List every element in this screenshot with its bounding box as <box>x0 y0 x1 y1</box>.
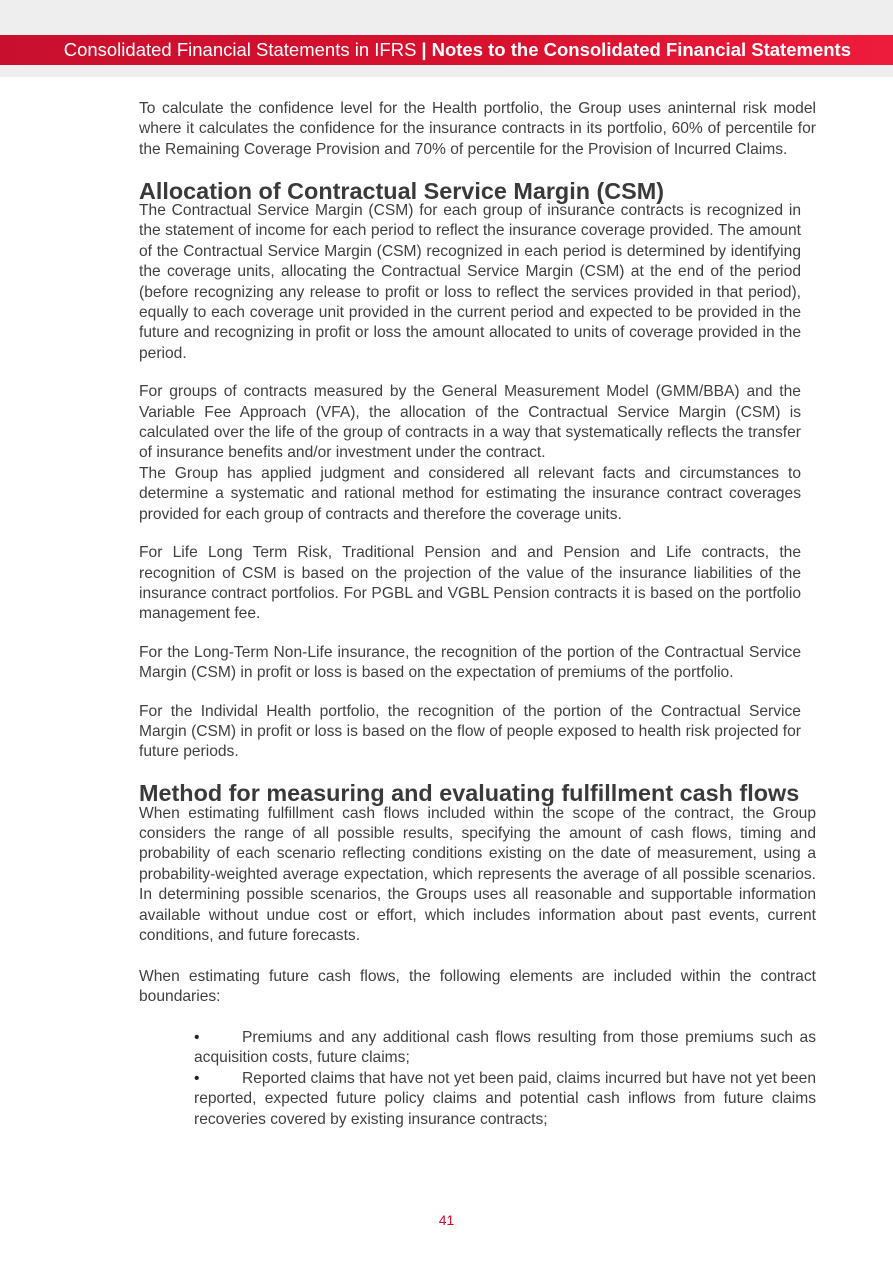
list-item <box>194 1028 816 1069</box>
csm-paragraph-1: The Contractual Service Margin (CSM) for each group of insurance contracts is recognized in the statement of income for each period to reflect the insurance coverage provided. The amount of the Contractual Service Margin (CSM) recognized in each period is determined by identifying the coverage units, allocating the Contractual Service Margin (CSM) at the end of the period (before recognizing any release to profit or loss to reflect the services provided in that period), equally to each coverage unit provided in the current period and expected to be provided in the future and recognizing in profit or loss the amount allocated to units of coverage provided in the period. <box>139 202 801 362</box>
method-paragraph-1: When estimating fulfillment cash flows included within the scope of the contract, the Group considers the range of all possible results, specifying the amount of cash flows, timing and probability of each scenario reflecting conditions existing on the date of measurement, using a probability-weighted average expectation, which represents the average of all possible scenarios. In determining possible scenarios, the Groups uses all reasonable and supportable information available without undue cost or effort, which includes information about past events, current conditions, and future forecasts. <box>139 804 816 944</box>
bullet-icon: • <box>194 1029 200 1046</box>
header-separator: | <box>421 39 427 60</box>
csm-paragraph-6: For the Individal Health portfolio, the recognition of the portion of the Contractual Service Margin (CSM) in profit or loss is based on the flow of people exposed to health risk projected for future periods. <box>139 702 801 761</box>
top-strip <box>0 0 893 35</box>
page-number: 41 <box>438 1212 455 1228</box>
spacer <box>139 1008 816 1028</box>
bullet-icon: • <box>194 1069 200 1087</box>
csm-paragraph-2: For groups of contracts measured by the General Measurement Model (GMM/BBA) and the Variable Fee Approach (VFA), the allocation of the Contractual Service Margin (CSM) is calculated over the life of the group of contracts in a way that systematically reflects the transfer of insurance benefits and/or investment under the contract. <box>139 383 801 462</box>
csm-heading: Allocation of Contractual Service Margin (CSM) <box>139 177 665 204</box>
spacer <box>139 625 816 643</box>
spacer <box>139 364 816 382</box>
csm-paragraph-4: For Life Long Term Risk, Traditional Pension and and Pension and Life contracts, the recognition of CSM is based on the projection of the value of the insurance liabilities of the insurance contract portfolios. For PGBL and VGBL Pension contracts it is based on the portfolio management fee. <box>139 544 801 623</box>
document-body <box>139 99 816 1130</box>
list-item <box>194 1069 816 1130</box>
list-item-text: Reported claims that have not yet been paid, claims incurred but have not yet been reported, expected future policy claims and potential cash inflows from future claims recoveries covered by existing insurance contracts; <box>194 1069 816 1128</box>
spacer <box>139 946 816 966</box>
spacer <box>139 525 816 543</box>
list-item-text: Premiums and any additional cash flows resulting from those premiums such as acquisition costs, future claims; <box>194 1029 816 1067</box>
csm-paragraph-5: For the Long-Term Non-Life insurance, the recognition of the portion of the Contractual Service Margin (CSM) in profit or loss is based on the expectation of premiums of the portfolio. <box>139 643 801 682</box>
header-section-title: Consolidated Financial Statements in IFRS <box>63 39 417 60</box>
header-under-strip <box>0 65 893 77</box>
intro-paragraph: To calculate the confidence level for the Health portfolio, the Group uses aninternal risk model where it calculates the confidence for the insurance contracts in its portfolio, 60% of percentile for the Remaining Coverage Provision and 70% of percentile for the Provision of Incurred Claims. <box>139 100 816 158</box>
header-page-title: Notes to the Consolidated Financial Statements <box>431 39 851 60</box>
method-paragraph-2: When estimating future cash flows, the following elements are included within the contract boundaries: <box>139 967 816 1006</box>
spacer <box>139 684 816 702</box>
csm-paragraph-3: The Group has applied judgment and considered all relevant facts and circumstances to determine a systematic and rational method for estimating the insurance contract coverages provided for each group of contracts and therefore the coverage units. <box>139 464 801 523</box>
method-heading: Method for measuring and evaluating fulfillment cash flows <box>139 780 800 807</box>
contract-boundary-list <box>194 1028 816 1130</box>
header-banner <box>0 35 893 65</box>
